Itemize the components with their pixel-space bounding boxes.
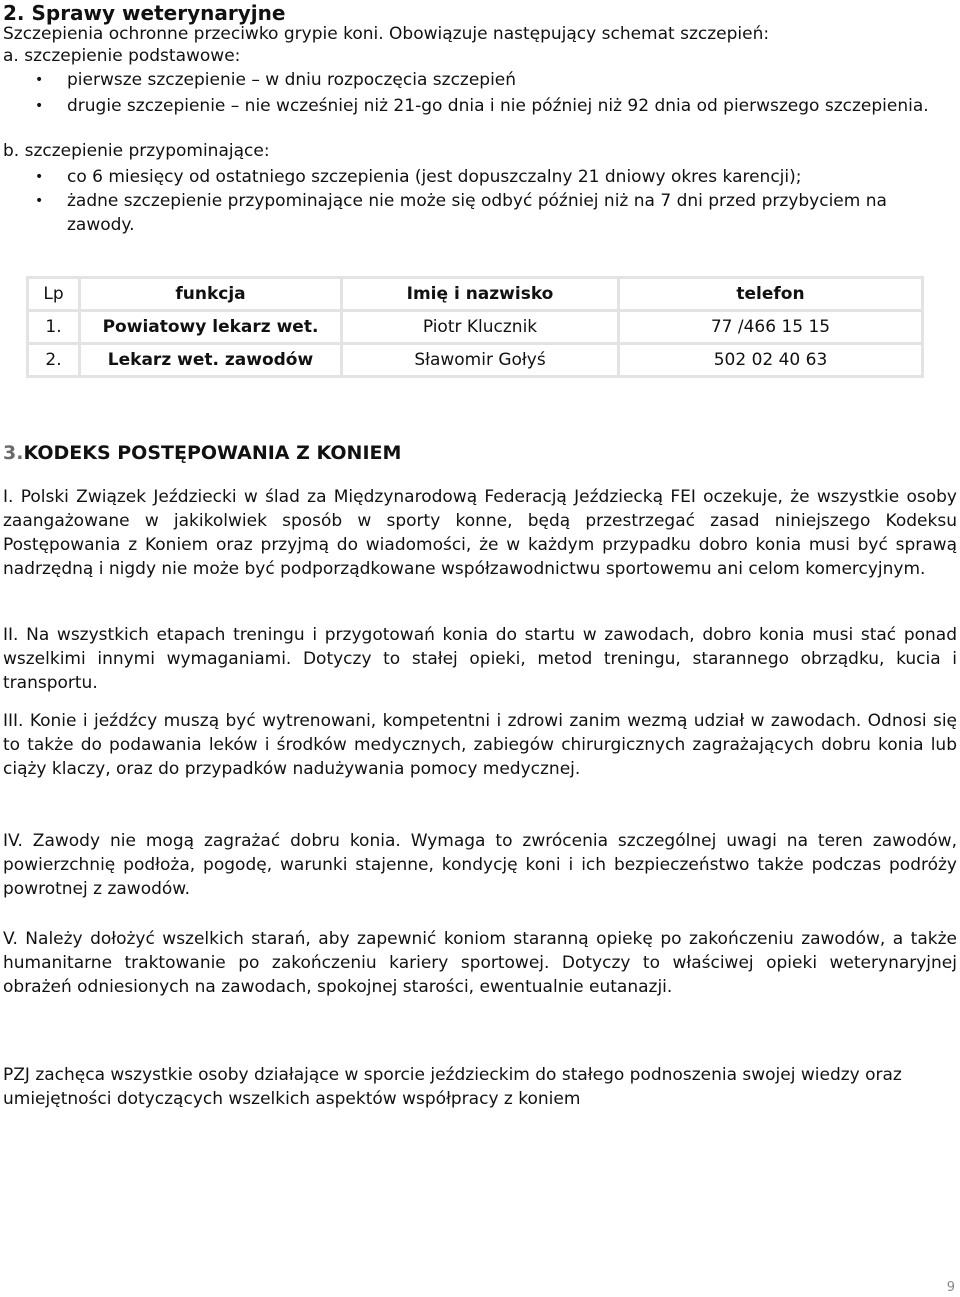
table-cell: 1. [28, 311, 80, 344]
section-title: KODEKS POSTĘPOWANIA Z KONIEM [23, 442, 402, 464]
section-3-heading [3, 441, 401, 465]
vaccination-intro: Szczepienia ochronne przeciwko grypie koni. Obowiązuje następujący schemat szczepień: [3, 24, 770, 44]
code-paragraph-3: III. Konie i jeźdźcy muszą być wytrenowani, kompetentni i zdrowi zanim wezmą udział w zawodach. Odnosi się to także do podawania leków i środków medycznych, zabiegów chirurgicznych zagrażających dobru konia lub ciąży klaczy, oraz do przypadków nadużywania pomocy medycznej. [3, 711, 957, 779]
code-paragraph-4: IV. Zawody nie mogą zagrażać dobru konia. Wymaga to zwrócenia szczególnej uwagi na teren zawodów, powierzchnię podłoża, pogodę, warunki stajenne, kondycję koni i ich bezpieczeństwo także podczas podróży powrotnej z zawodów. [3, 831, 957, 899]
list-item [3, 189, 957, 237]
list-item-text: drugie szczepienie – nie wcześniej niż 21-go dnia i nie później niż 92 dnia od pierwszego szczepienia. [67, 96, 929, 116]
bullet-icon: • [35, 98, 44, 114]
table-cell: Sławomir Gołyś [342, 344, 619, 377]
list-item [3, 165, 957, 189]
closing-paragraph: PZJ zachęca wszystkie osoby działające w sporcie jeździeckim do stałego podnoszenia swojej wiedzy oraz umiejętności dotyczących wszelkich aspektów współpracy z koniem [3, 1065, 902, 1109]
page-number: 9 [946, 1280, 955, 1295]
column-header-name: Imię i nazwisko [342, 278, 619, 311]
bullet-icon: • [35, 72, 44, 88]
list-item [3, 94, 957, 118]
table-cell: Powiatowy lekarz wet. [80, 311, 342, 344]
table-header-row [28, 278, 923, 311]
veterinary-contacts-table [26, 276, 924, 378]
code-paragraph-5: V. Należy dołożyć wszelkich starań, aby zapewnić koniom staranną opiekę po zakończeniu zawodów, a także humanitarne traktowanie po zakończeniu kariery sportowej. Dotyczy to właściwej opieki weterynaryjnej obrażeń odniesionych na zawodach, spokojnej starości, ewentualnie eutanazji. [3, 929, 957, 997]
bullet-icon: • [35, 193, 44, 209]
table-cell: Piotr Klucznik [342, 311, 619, 344]
basic-vaccination-label: a. szczepienie podstawowe: [3, 46, 241, 66]
column-header-function: funkcja [80, 278, 342, 311]
list-item-text: pierwsze szczepienie – w dniu rozpoczęcia szczepień [67, 70, 517, 90]
section-number: 3. [3, 442, 24, 464]
column-header-lp: Lp [28, 278, 80, 311]
table-cell: 502 02 40 63 [619, 344, 923, 377]
table-cell: 2. [28, 344, 80, 377]
code-paragraph-2: II. Na wszystkich etapach treningu i przygotowań konia do startu w zawodach, dobro konia musi stać ponad wszelkimi innymi wymaganiami. Dotyczy to stałej opieki, metod treningu, starannego obrządku, kucia i transportu. [3, 625, 957, 693]
table-row [28, 311, 923, 344]
section-2-heading: 2. Sprawy weterynaryjne [3, 1, 286, 25]
bullet-icon: • [35, 169, 44, 185]
list-item [3, 68, 957, 92]
table-cell: 77 /466 15 15 [619, 311, 923, 344]
list-item-text: co 6 miesięcy od ostatniego szczepienia (jest dopuszczalny 21 dniowy okres karencji); [67, 167, 802, 187]
code-paragraph-1: I. Polski Związek Jeździecki w ślad za Międzynarodową Federacją Jeździecką FEI oczekuje, że wszystkie osoby zaangażowane w jakikolwiek sposób w sporty konne, będą przestrzegać zasad niniejszego Kodeksu Postępowania z Koniem oraz przyjmą do wiadomości, że w każdym przypadku dobro konia musi być sprawą nadrzędną i nigdy nie może być podporządkowane współzawodnictwu sportowemu ani celom komercyjnym. [3, 487, 957, 579]
table-cell: Lekarz wet. zawodów [80, 344, 342, 377]
table-row [28, 344, 923, 377]
column-header-phone: telefon [619, 278, 923, 311]
booster-vaccination-label: b. szczepienie przypominające: [3, 141, 270, 161]
list-item-text: żadne szczepienie przypominające nie może się odbyć później niż na 7 dni przed przybyciem na zawody. [67, 191, 887, 235]
